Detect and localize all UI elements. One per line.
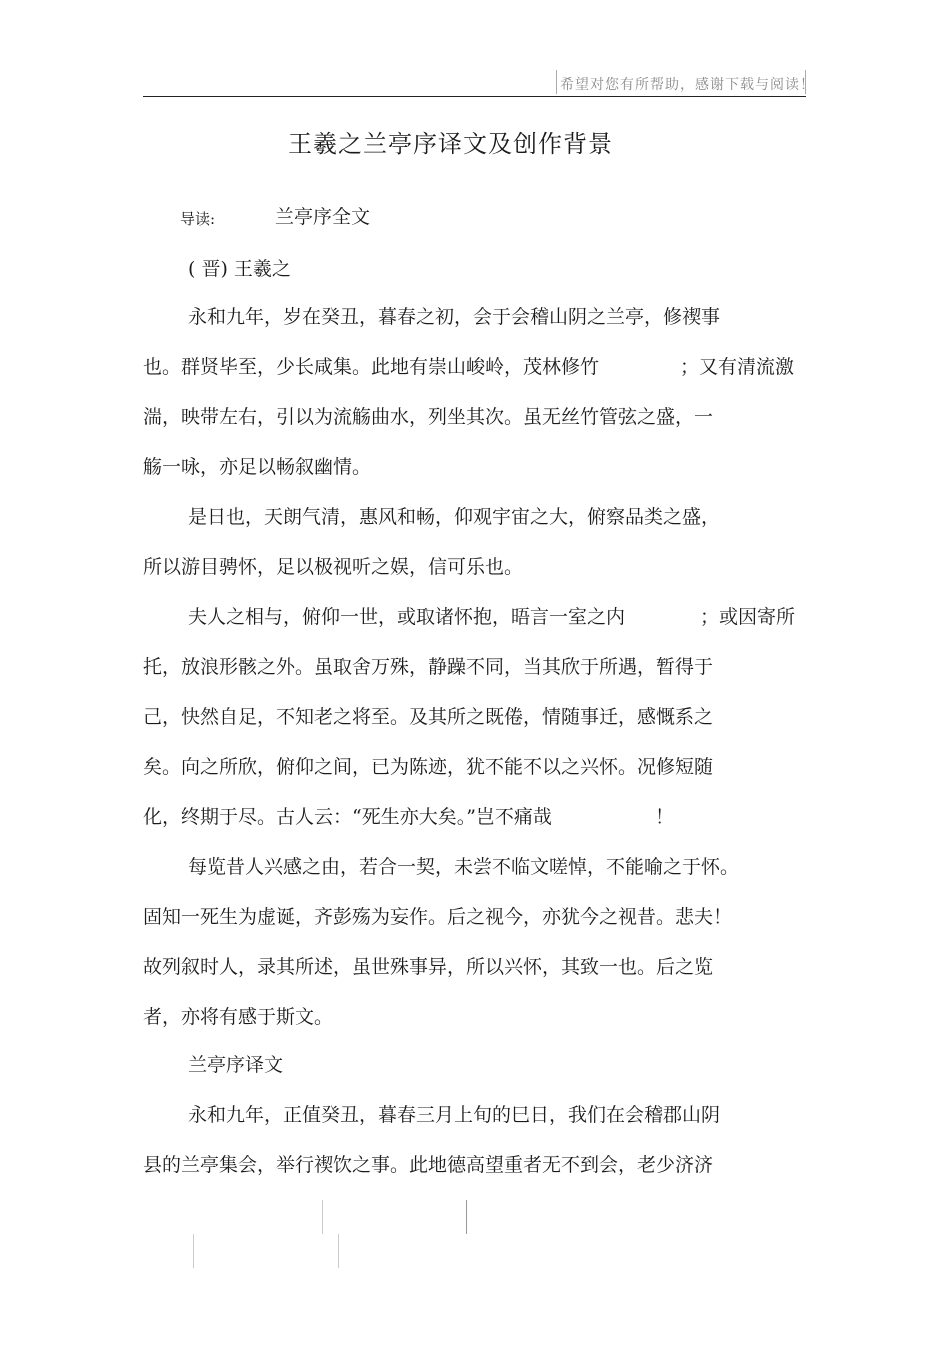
text-line: ；又有清流激 (680, 356, 795, 378)
text-line: 湍，映带左右，引以为流觞曲水，列坐其次。虽无丝竹管弦之盛，一 (143, 406, 714, 428)
text-line: 固知一死生为虚诞，齐彭殇为妄作。后之视今，亦犹今之视昔。悲夫！ (143, 906, 733, 928)
text-line: ；或因寄所 (700, 606, 796, 628)
text-line: 永和九年，岁在癸丑，暮春之初，会于会稽山阴之兰亭，修禊事 (188, 306, 721, 328)
text-line: 每览昔人兴感之由，若合一契，未尝不临文嗟悼，不能喻之于怀。 (188, 856, 740, 878)
artifact-line (466, 1200, 467, 1234)
text-line: 托，放浪形骸之外。虽取舍万殊，静躁不同，当其欣于所遇，暂得于 (143, 656, 714, 678)
text-line: 所以游目骋怀，足以极视听之娱，信可乐也。 (143, 556, 524, 578)
artifact-line (193, 1234, 194, 1268)
text-line: 故列叙时人，录其所述，虽世殊事异，所以兴怀，其致一也。后之览 (143, 956, 714, 978)
header-note: 希望对您有所帮助，感谢下载与阅读！ (560, 77, 815, 93)
header-rule (143, 96, 806, 97)
text-line: 是日也，天朗气清，惠风和畅，仰观宇宙之大，俯察品类之盛， (188, 506, 721, 528)
section-title-translation: 兰亭序译文 (188, 1054, 284, 1076)
artifact-line (338, 1234, 339, 1268)
text-line: 者，亦将有感于斯文。 (143, 1006, 334, 1028)
translation-line: 永和九年，正值癸丑，暮春三月上旬的巳日，我们在会稽郡山阴 (188, 1104, 721, 1126)
author-line: ( 晋) 王羲之 (188, 258, 291, 280)
text-line: 觞一咏，亦足以畅叙幽情。 (143, 456, 372, 478)
text-line: 化，终期于尽。古人云：“死生亦大矣。”岂不痛哉 (143, 806, 552, 828)
artifact-line (322, 1200, 323, 1234)
section-title-full-text: 兰亭序全文 (275, 206, 371, 228)
text-line: 矣。向之所欣，俯仰之间，已为陈迹，犹不能不以之兴怀。况修短随 (143, 756, 714, 778)
intro-label: 导读: (180, 210, 216, 228)
translation-line: 县的兰亭集会，举行禊饮之事。此地德高望重者无不到会，老少济济 (143, 1154, 714, 1176)
text-line: 己，快然自足，不知老之将至。及其所之既倦，情随事迁，感慨系之 (143, 706, 714, 728)
text-line: 也。群贤毕至，少长咸集。此地有崇山峻岭，茂林修竹 (143, 356, 600, 378)
document-title: 王羲之兰亭序译文及创作背景 (288, 130, 613, 158)
text-line: ！ (655, 806, 675, 828)
text-line: 夫人之相与，俯仰一世，或取诸怀抱，晤言一室之内 (188, 606, 626, 628)
